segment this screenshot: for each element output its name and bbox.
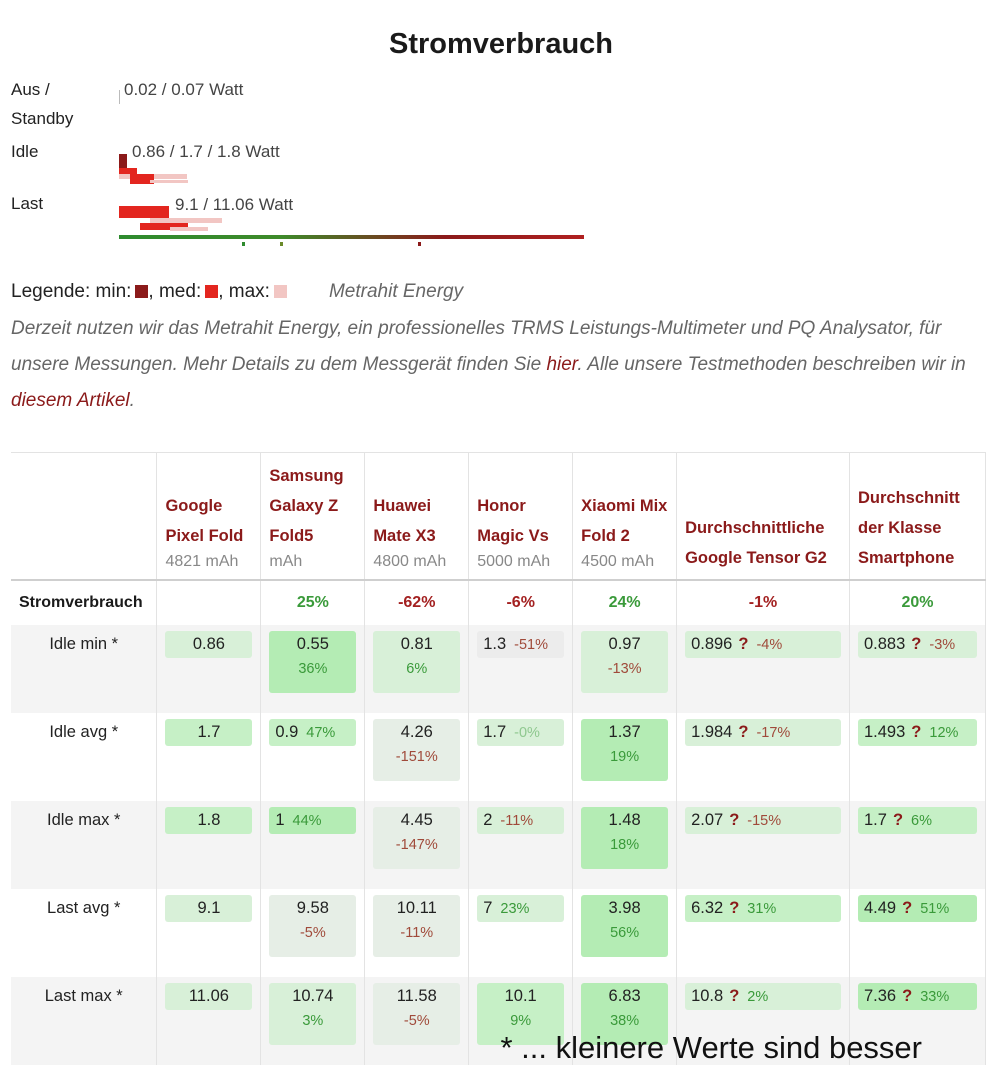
table-cell — [677, 801, 850, 889]
table-cell — [677, 713, 850, 801]
cell-value: 0.86 — [192, 635, 225, 653]
table-cell — [677, 625, 850, 713]
value-box — [685, 895, 841, 922]
value-box — [581, 807, 668, 869]
cell-value: 2.07 — [691, 811, 724, 829]
column-name[interactable]: Xiaomi Mix Fold 2 — [581, 497, 668, 545]
value-box — [373, 983, 460, 1045]
legend-max-swatch — [274, 285, 287, 298]
cell-percent: -5% — [299, 925, 326, 941]
table-cell — [365, 713, 469, 801]
cell-percent: -51% — [514, 637, 549, 653]
cell-value: 0.55 — [296, 635, 329, 653]
summary-value: -6% — [469, 580, 573, 625]
cell-value: 10.8 — [691, 987, 724, 1005]
cell-value: 0.9 — [275, 723, 299, 741]
description — [11, 311, 986, 419]
column-header[interactable] — [573, 453, 677, 581]
table-cell — [261, 801, 365, 889]
cell-percent: -147% — [395, 837, 438, 853]
value-box — [269, 895, 356, 957]
cell-value: 9.1 — [197, 899, 221, 917]
value-box — [477, 895, 564, 922]
question-mark-icon[interactable]: ? — [902, 987, 913, 1005]
cell-percent: 3% — [302, 1013, 324, 1029]
column-capacity: 4821 mAh — [165, 553, 239, 570]
cell-percent: 56% — [610, 925, 640, 941]
cell-percent: -151% — [395, 749, 438, 765]
column-name[interactable]: Samsung Galaxy Z Fold5 — [269, 467, 344, 545]
table-cell — [365, 977, 469, 1065]
load-bar-med — [119, 206, 169, 218]
cell-percent: 18% — [610, 837, 640, 853]
cell-percent: 33% — [920, 989, 950, 1005]
table-cell — [365, 625, 469, 713]
table-cell — [261, 713, 365, 801]
cell-value: 1.37 — [608, 723, 641, 741]
column-header[interactable] — [677, 453, 850, 581]
question-mark-icon[interactable]: ? — [729, 987, 740, 1005]
table-cell — [469, 625, 573, 713]
cell-percent: -5% — [403, 1013, 430, 1029]
cell-percent: -3% — [929, 637, 956, 653]
idle-bar-max2 — [150, 180, 188, 183]
table-row — [11, 801, 986, 889]
value-box — [685, 983, 841, 1010]
row-label: Last avg * — [11, 889, 157, 977]
standby-bar — [119, 90, 120, 104]
cell-value: 11.58 — [396, 987, 437, 1005]
table-cell — [677, 889, 850, 977]
row-label: Idle avg * — [11, 713, 157, 801]
table-cell — [850, 889, 986, 977]
table-cell — [850, 713, 986, 801]
legend-min-swatch — [135, 285, 148, 298]
value-box — [373, 719, 460, 781]
link-hier[interactable]: hier — [546, 354, 578, 375]
table-cell — [365, 801, 469, 889]
table-cell — [850, 801, 986, 889]
value-box — [477, 631, 564, 658]
cell-value: 7.36 — [864, 987, 897, 1005]
measurement-label-standby: Aus / Standby — [11, 80, 74, 128]
question-mark-icon[interactable]: ? — [892, 811, 904, 829]
column-name[interactable]: Huawei Mate X3 — [373, 497, 436, 545]
cell-value: 1.984 — [691, 723, 733, 741]
page-title: Stromverbrauch — [388, 28, 613, 60]
question-mark-icon[interactable]: ? — [738, 635, 749, 653]
value-box — [269, 719, 356, 746]
table-cell — [469, 713, 573, 801]
cell-percent: 38% — [610, 1013, 640, 1029]
legend-device: Metrahit Energy — [328, 281, 464, 302]
question-mark-icon[interactable]: ? — [902, 899, 913, 917]
value-box — [477, 807, 564, 834]
description-text-2: . Alle unsere Testmethoden beschreiben wir in — [577, 354, 966, 375]
value-box — [373, 631, 460, 693]
cell-value: 10.74 — [292, 987, 334, 1005]
load-bar-max2 — [170, 227, 208, 231]
cell-value: 0.97 — [608, 635, 641, 653]
value-box — [373, 807, 460, 869]
scale-marker — [418, 242, 421, 246]
cell-value: 4.45 — [400, 811, 433, 829]
table-cell — [850, 625, 986, 713]
legend-max-label: , max: — [218, 281, 270, 302]
cell-percent: 36% — [298, 661, 328, 677]
value-box — [269, 807, 356, 834]
table-cell — [157, 889, 261, 977]
value-box — [165, 895, 252, 922]
table-row — [11, 889, 986, 977]
legend-med-swatch — [205, 285, 218, 298]
cell-value: 1.7 — [483, 723, 507, 741]
table-cell — [157, 625, 261, 713]
value-box — [581, 631, 668, 693]
table-cell — [157, 977, 261, 1065]
cell-value: 6.83 — [608, 987, 641, 1005]
value-box — [858, 631, 977, 658]
legend — [11, 281, 463, 303]
cell-percent: 6% — [911, 813, 932, 829]
cell-percent: -4% — [756, 637, 783, 653]
table-header-row — [11, 453, 986, 581]
cell-percent: -17% — [756, 725, 791, 741]
value-box — [858, 895, 977, 922]
description-text-1: Derzeit nutzen wir das Metrahit Energy, ein professionelles TRMS Leistungs-Multimeter und PQ Analysator, für unsere Messungen. Mehr Details zu dem Messgerät finden Sie — [11, 318, 942, 375]
cell-value: 4.26 — [400, 723, 433, 741]
measurement-value-load: 9.1 / 11.06 Watt — [175, 195, 294, 214]
value-box — [685, 807, 841, 834]
value-box — [165, 719, 252, 746]
cell-percent: -13% — [607, 661, 642, 677]
value-box — [858, 719, 977, 746]
summary-value: -1% — [677, 580, 850, 625]
column-header[interactable] — [157, 453, 261, 581]
link-diesem-artikel[interactable]: diesem Artikel — [11, 390, 130, 411]
legend-med-label: , med: — [148, 281, 202, 302]
cell-value: 11.06 — [188, 987, 229, 1005]
table-row — [11, 713, 986, 801]
cell-value: 2 — [483, 811, 493, 829]
value-box — [685, 631, 841, 658]
column-name[interactable]: Durchschnitt der Klasse Smartphone — [858, 489, 960, 567]
cell-value: 0.81 — [400, 635, 433, 653]
value-box — [373, 895, 460, 957]
table-row — [11, 625, 986, 713]
cell-value: 7 — [483, 899, 493, 917]
question-mark-icon[interactable]: ? — [738, 723, 749, 741]
table-cell — [261, 625, 365, 713]
legend-prefix: Legende: min: — [11, 281, 132, 302]
table-cell — [573, 713, 677, 801]
measurement-label-load: Last — [11, 194, 44, 213]
value-box — [685, 719, 841, 746]
column-name[interactable]: Honor Magic Vs — [477, 497, 549, 545]
summary-value — [157, 580, 261, 625]
table-cell — [469, 889, 573, 977]
question-mark-icon[interactable]: ? — [729, 811, 740, 829]
table-cell — [469, 801, 573, 889]
header-empty — [11, 453, 157, 581]
scale-marker — [242, 242, 245, 246]
cell-value: 1.48 — [608, 811, 641, 829]
column-capacity: 4500 mAh — [581, 553, 655, 570]
value-box — [269, 983, 356, 1045]
row-label: Idle min * — [11, 625, 157, 713]
cell-value: 3.98 — [608, 899, 641, 917]
cell-value: 10.1 — [504, 987, 537, 1005]
summary-value: 25% — [261, 580, 365, 625]
scale-gradient-bar — [119, 235, 584, 239]
summary-value: -62% — [365, 580, 469, 625]
column-capacity: 4800 mAh — [373, 553, 447, 570]
value-box — [165, 631, 252, 658]
cell-value: 1.3 — [483, 635, 507, 653]
column-capacity: 5000 mAh — [477, 553, 551, 570]
description-text-3: . — [129, 390, 135, 411]
cell-percent: -0% — [514, 725, 540, 741]
table-cell — [573, 625, 677, 713]
value-box — [858, 807, 977, 834]
cell-value: 10.11 — [396, 899, 437, 917]
cell-percent: 2% — [747, 989, 769, 1005]
value-box — [581, 719, 668, 781]
cell-percent: 51% — [920, 901, 950, 917]
table-cell — [573, 801, 677, 889]
column-header[interactable] — [850, 453, 986, 581]
row-label: Last max * — [11, 977, 157, 1065]
value-box — [269, 631, 356, 693]
summary-value: 20% — [850, 580, 986, 625]
cell-percent: 19% — [610, 749, 640, 765]
measurement-value-standby: 0.02 / 0.07 Watt — [124, 80, 244, 99]
cell-value: 1 — [275, 811, 285, 829]
question-mark-icon[interactable]: ? — [911, 635, 922, 653]
column-name[interactable]: Durchschnittliche Google Tensor G2 — [685, 519, 827, 567]
table-cell — [157, 801, 261, 889]
cell-percent: 44% — [292, 813, 322, 829]
table-cell — [573, 889, 677, 977]
measurement-label-idle: Idle — [11, 142, 39, 161]
footer-note: * ... kleinere Werte sind besser — [500, 1030, 922, 1065]
summary-label: Stromverbrauch — [11, 580, 157, 625]
cell-value: 0.896 — [691, 635, 733, 653]
cell-percent: 9% — [510, 1013, 532, 1029]
comparison-table — [11, 452, 986, 1065]
column-capacity: mAh — [269, 553, 303, 570]
cell-percent: 31% — [747, 901, 777, 917]
cell-value: 1.7 — [197, 723, 221, 741]
cell-percent: -11% — [500, 813, 534, 829]
scale-marker — [280, 242, 283, 246]
cell-percent: 23% — [500, 901, 530, 917]
value-box — [165, 807, 252, 834]
cell-percent: -15% — [747, 813, 782, 829]
column-name[interactable]: Google Pixel Fold — [165, 497, 244, 545]
cell-value: 1.7 — [864, 811, 887, 829]
column-header[interactable] — [469, 453, 573, 581]
value-box — [858, 983, 977, 1010]
cell-percent: 12% — [929, 725, 959, 741]
value-box — [581, 895, 668, 957]
question-mark-icon[interactable]: ? — [911, 723, 922, 741]
value-box — [477, 719, 564, 746]
summary-value: 24% — [573, 580, 677, 625]
table-cell — [365, 889, 469, 977]
value-box — [165, 983, 252, 1010]
column-header[interactable] — [365, 453, 469, 581]
cell-percent: -11% — [400, 925, 434, 941]
cell-value: 6.32 — [691, 899, 724, 917]
table-cell — [261, 889, 365, 977]
row-label: Idle max * — [11, 801, 157, 889]
cell-value: 1.493 — [864, 723, 906, 741]
column-header[interactable] — [261, 453, 365, 581]
table-cell — [157, 713, 261, 801]
question-mark-icon[interactable]: ? — [729, 899, 740, 917]
cell-percent: 6% — [406, 661, 428, 677]
cell-value: 4.49 — [864, 899, 897, 917]
summary-row — [11, 580, 986, 625]
cell-value: 9.58 — [296, 899, 329, 917]
cell-value: 1.8 — [197, 811, 221, 829]
idle-bar-min — [119, 154, 127, 168]
cell-percent: 47% — [306, 725, 336, 741]
table-cell — [261, 977, 365, 1065]
measurement-value-idle: 0.86 / 1.7 / 1.8 Watt — [132, 142, 280, 161]
cell-value: 0.883 — [864, 635, 906, 653]
